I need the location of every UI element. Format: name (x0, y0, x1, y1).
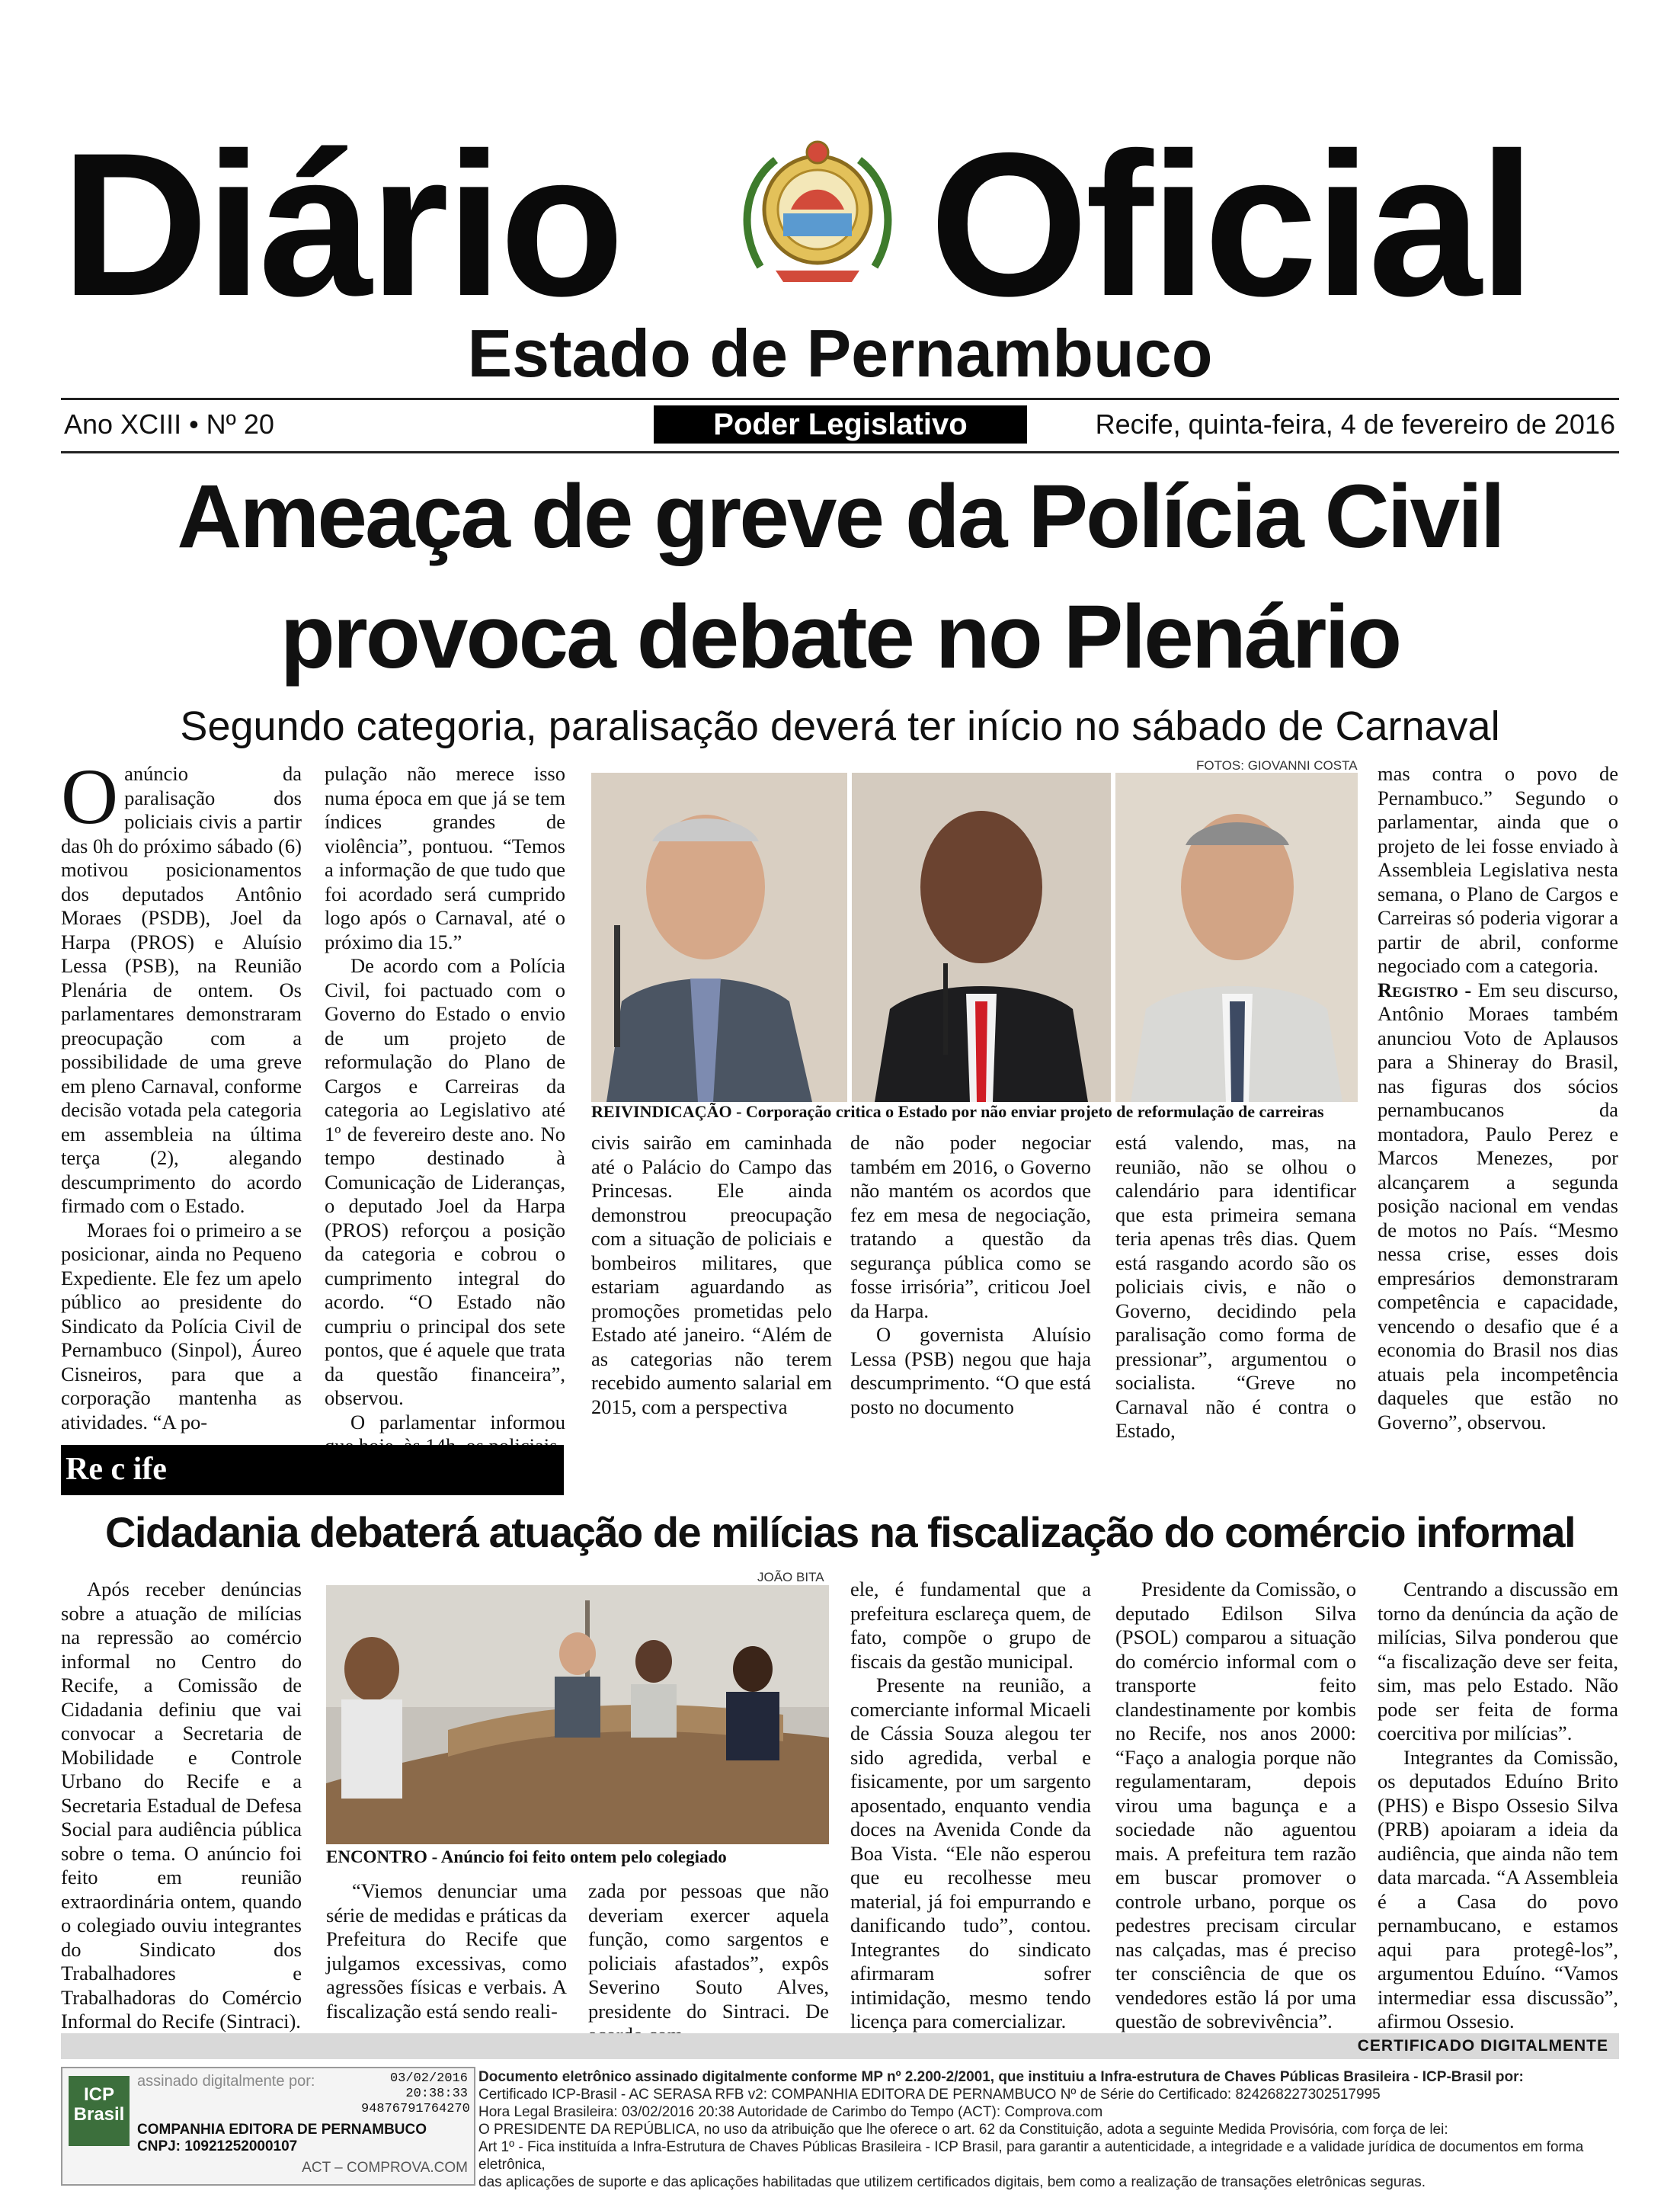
certificate-bar (61, 2033, 1619, 2059)
photo-commission-meeting (326, 1585, 829, 1844)
lead-column-1 (61, 753, 302, 1434)
icp-brasil-logo (69, 2076, 130, 2146)
law-line: O PRESIDENTE DA REPÚBLICA, no uso da atribuição que lhe oferece o art. 62 da Constituição, adota a seguinte Medida Provisória, com força de lei: (478, 2122, 1448, 2138)
lead-column-6 (1378, 762, 1618, 1434)
act-label: ACT – COMPROVA.COM (302, 2160, 468, 2176)
time-line: Hora Legal Brasileira: 03/02/2016 20:38 Autoridade de Carimbo do Tempo (ACT): Comprova.com (478, 2104, 1103, 2120)
paragraph: anúncio da paralisação dos policiais civis a partir das 0h do próximo sábado (6) motivou posicionamentos dos deputados Antônio Moraes (PSDB), Joel da Harpa (PROS) e Aluísio Lessa (PSB), na Reunião Plenária de ontem. Os parlamentares demonstraram preocupação com a possibilidade de uma greve em pleno Carnaval, conforme decisão votada pela categoria em assembleia na última terça (2), alegando descumprimento do acordo firmado com o Estado. (61, 762, 302, 1217)
caption-text: Corporação critica o Estado por não enviar projeto de reformulação de carreiras (741, 1102, 1324, 1121)
article-line-2: das aplicações de suporte e das aplicações habilitadas que utilizem certificados digitais, bem como a realização de transações eletrônicas seguras. (478, 2174, 1426, 2190)
second-column-3 (588, 1879, 829, 2048)
photo-antonio-moraes (591, 773, 847, 1102)
certificate-label: CERTIFICADO DIGITALMENTE (1357, 2037, 1608, 2055)
masthead-rule-bottom (61, 451, 1619, 453)
cert-line: Certificado ICP-Brasil - AC SERASA RFB v2: COMPANHIA EDITORA DE PERNAMBUCO Nº de Série do Certificado: 824268227302517995 (478, 2087, 1381, 2103)
edition-number: Ano XCIII • Nº 20 (64, 408, 274, 440)
paragraph: civis sairão em caminhada até o Palácio do Campo das Princesas. Ele ainda demonstrou preocupação com a situação de policiais e bombeiros militares, que estariam aguardando as promoções prometidas pelo Estado até janeiro. “Além de as categorias não terem recebido aumento salarial em 2015, com a perspectiva (591, 1131, 832, 1418)
section-badge: Poder Legislativo (654, 405, 1027, 444)
second-headline: Cidadania debaterá atuação de milícias na fiscalização do comércio informal (104, 1508, 1576, 1556)
second-photo-caption (326, 1847, 829, 1867)
lead-photo-caption (591, 1102, 1361, 1122)
second-column-2 (326, 1879, 567, 2023)
paragraph: Centrando a discussão em torno da denúncia da ação de milícias, Silva ponderou que “a fiscalização deve ser feita, sim, mas pelo Estado. Não pode ser feita de forma coercitiva por milícias”. (1378, 1578, 1618, 1744)
section-bar-recife (61, 1445, 564, 1495)
masthead-subtitle: Estado de Pernambuco (467, 316, 1213, 391)
second-column-1 (61, 1578, 302, 2034)
doc-line: Documento eletrônico assinado digitalmente conforme MP nº 2.200-2/2001, que instituiu a Infra-estrutura de Chaves Públicas Brasileira - ICP-Brasil por: (478, 2069, 1524, 2085)
signature-stamp (61, 2067, 475, 2186)
lead-column-2 (325, 762, 565, 1459)
paragraph: de não poder negociar também em 2016, o Governo não mantém os acordos que fez em mesa de negociação, tratando a questão da segurança pública como se fosse irrisória”, criticou Joel da Harpa. (850, 1131, 1091, 1322)
paragraph: Presente na reunião, a comerciante informal Micaeli de Cássia Souza alegou ter sido agredida, verbal e fisicamente, por um sargento aposentado, enquanto vendia doces na Avenida Conde da Boa Vista. “Ele não esperou que eu recolhesse meu material, já foi empurrando e danificando tudo”, contou. Integrantes do sindicato afirmaram sofrer intimidação, mesmo tendo licença para comercializar. (850, 1674, 1091, 2032)
paragraph: pulação não merece isso numa época em que já se tem índices grandes de violência”, pontuou. “Temos a informação de que tudo que foi acordado será cumprido logo após o Carnaval, até o próximo dia 15.” (325, 762, 565, 953)
company-name: COMPANHIA EDITORA DE PERNAMBUCO (137, 2122, 427, 2138)
company-cnpj: CNPJ: 10921252000107 (137, 2138, 298, 2154)
lead-deck: Segundo categoria, paralisação deverá ter início no sábado de Carnaval (180, 703, 1500, 749)
lead-column-5 (1115, 1131, 1356, 1443)
lead-headline-line1: Ameaça de greve da Polícia Civil (177, 466, 1503, 567)
certificate-text (478, 2068, 1621, 2191)
photo-credit: FOTOS: GIOVANNI COSTA (1196, 758, 1358, 773)
state-coat-of-arms (730, 137, 905, 290)
second-photo-credit: JOÃO BITA (757, 1570, 824, 1584)
paragraph: Moraes foi o primeiro a se posicionar, ainda no Pequeno Expediente. Ele fez um apelo público ao presidente do Sindicato da Polícia Civil de Pernambuco (Sinpol), Áureo Cisneiros, para que a corporação mantenha as atividades. “A po- (61, 1218, 302, 1433)
lead-headline-line2: provoca debate no Plenário (280, 587, 1400, 687)
paragraph: “Viemos denunciar uma série de medidas e práticas da Prefeitura do Recife que julgamos excessivas, como agressões físicas e verbais. A fiscalização está sendo reali- (326, 1879, 567, 2023)
paragraph: Presidente da Comissão, o deputado Edilson Silva (PSOL) comparou a situação do comércio informal com o transporte feito clandestinamente por kombis no Recife, nos anos 2000: “Faço a analogia porque não regulamentaram, depois virou uma bagunça e a sociedade não aguentou mais. A prefeitura tem razão em buscar promover o controle urbano, porque os pedestres precisam circular nas calçadas, mas é preciso ter consciência de que os vendedores estão lá por uma questão de sobrevivência”. (1115, 1578, 1356, 2032)
article-line: Art 1º - Fica instituída a Infra-Estrutura de Chaves Públicas Brasileira - ICP Brasil, para garantir a autenticidade, a integridade e a validade jurídica de documentos em forma eletrônica, (478, 2139, 1584, 2173)
paragraph: Após receber denúncias sobre a atuação de milícias na repressão ao comércio informal no Centro do Recife, a Comissão de Cidadania definiu que vai convocar a Secretaria de Mobilidade e Controle Urbano do Recife e a Secretaria Estadual de Defesa Social para audiência pública sobre o tema. O anúncio foi feito em reunião extraordinária ontem, quando o colegiado ouviu integrantes do Sindicato dos Trabalhadores e Trabalhadoras do Comércio Informal do Recife (Sintraci). (61, 1578, 302, 2032)
masthead-rule-top (61, 398, 1619, 400)
masthead-title-right: Oficial (930, 110, 1533, 338)
lead-column-4 (850, 1131, 1091, 1419)
paragraph: De acordo com a Polícia Civil, foi pactuado com o Governo do Estado o envio de um projeto de reformulação do Plano de Cargos e Carreiras da categoria ao Legislativo até 1º de fevereiro deste ano. No tempo destinado à Comunicação de Lideranças, o deputado Joel da Harpa (PROS) reforçou a posição da categoria e cobrou o cumprimento integral do acordo. “O Estado não cumpriu o principal dos sete pontos, que é aquele que trata da questão financeira”, observou. (325, 954, 565, 1409)
sign-time: 20:38:33 (405, 2087, 468, 2101)
caption-label: ENCONTRO - (326, 1847, 438, 1866)
paragraph: ele, é fundamental que a prefeitura esclareça quem, de fato, compõe o grupo de fiscais da gestão municipal. (850, 1578, 1091, 1673)
paragraph: está valendo, mas, na reunião, não se olhou o calendário para identificar que esta primeira semana teria apenas três dias. Quem está rasgando acordo são os policiais civis, e não o Governo, decidindo pela paralisação como forma de pressionar”, argumentou o socialista. “Greve no Carnaval não é contra o Estado, (1115, 1131, 1356, 1442)
inline-text: Em seu discurso, Antônio Moraes também anunciou Voto de Aplausos para a Shineray do Brasil, nas figuras dos sócios pernambucanos da montadora, Paulo Perez e Marcos Menezes, por alcançarem a segunda posição nacional em vendas de motos no País. “Mesmo nessa crise, esses dois empresários demonstraram competência e capacidade, vencendo o desafio que é a economia do Brasil nos dias atuais pela incompetência daqueles que estão no Governo”, observou. (1378, 978, 1618, 1433)
photo-aluisio-lessa (1115, 773, 1358, 1102)
section-label: Re c ife (66, 1452, 167, 1487)
paragraph: mas contra o povo de Pernambuco.” Segundo o parlamentar, ainda que o projeto de lei fosse enviado à Assembleia Legislativa nesta semana, o Plano de Cargos e Carreiras só poderia vigorar a partir de abril, conforme negociado com a categoria. (1378, 762, 1618, 977)
paragraph (1378, 979, 1618, 1435)
date-line: Recife, quinta-feira, 4 de fevereiro de 2016 (1095, 408, 1615, 440)
caption-text: Anúncio foi feito ontem pelo colegiado (437, 1847, 727, 1866)
dropcap: O (61, 753, 119, 841)
paragraph: O parlamentar informou (350, 1410, 565, 1433)
masthead-title-left: Diário (61, 110, 622, 338)
lead-column-3 (591, 1131, 832, 1419)
signed-label: assinado digitalmente por: (137, 2073, 315, 2090)
second-column-6 (1378, 1578, 1618, 2034)
icp-logo-text: ICP Brasil (73, 2084, 125, 2125)
sign-date: 03/02/2016 (389, 2071, 468, 2086)
second-column-4 (850, 1578, 1091, 2034)
paragraph: zada por pessoas que não deveriam exercer aquela função, como sargentos e policiais afastados”, expôs Severino Souto Alves, presidente do Sintraci. De (588, 1879, 829, 2023)
paragraph: Integrantes da Comissão, os deputados Eduíno Brito (PHS) e Bispo Ossesio Silva (PRB) apoiaram a ideia da audiência, que ainda não tem data marcada. “A Assembleia é a Casa do povo pernambucano, e estamos aqui para protegê-los”, argumentou Eduíno. “Vamos intermediar essa discussão”, afirmou Ossesio. (1378, 1745, 1618, 2032)
paragraph: O governista Aluísio Lessa (PSB) negou que haja descumprimento. “O que está posto no documento (850, 1323, 1091, 1418)
photo-joel-da-harpa (852, 773, 1111, 1102)
second-column-5 (1115, 1578, 1356, 2034)
caption-label: REIVINDICAÇÃO - (591, 1102, 742, 1121)
inline-label: Registro - (1378, 978, 1472, 1001)
sign-serial: 94876791764270 (361, 2102, 470, 2116)
